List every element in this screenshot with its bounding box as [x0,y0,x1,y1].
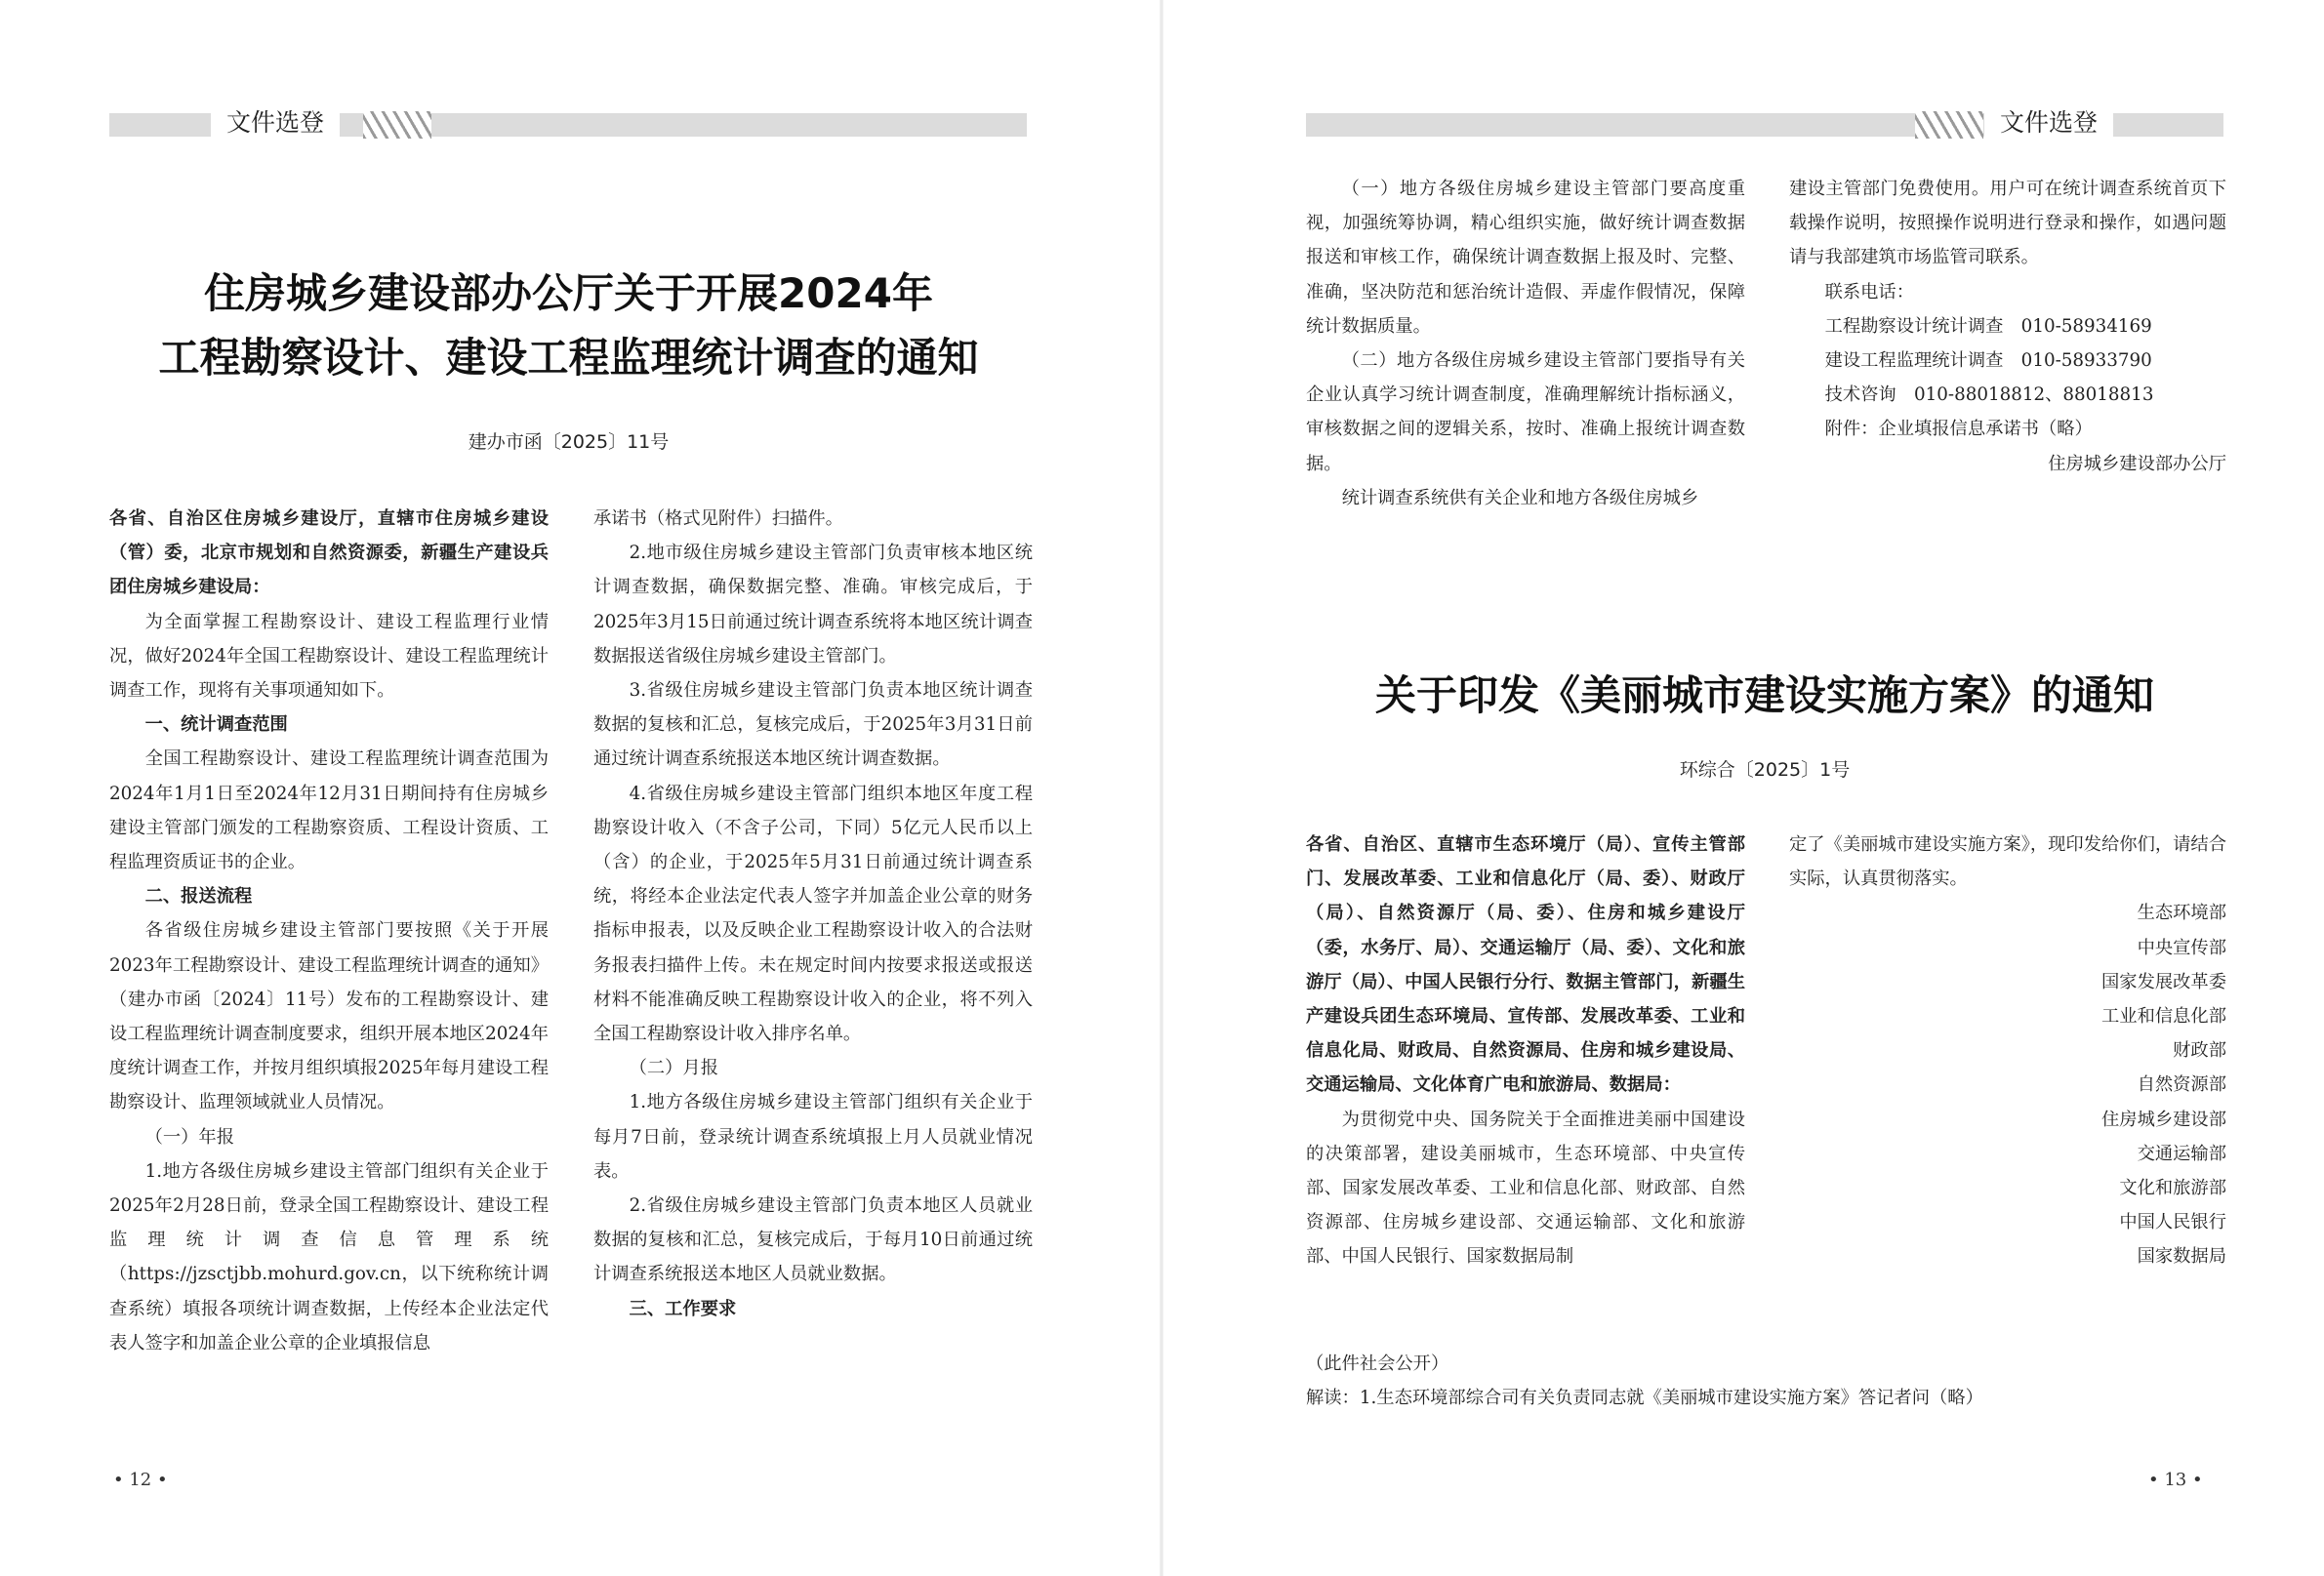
document-number: 建办市函〔2025〕11号 [468,431,670,453]
signatory: 交通运输部 [2137,1143,2226,1164]
public-note-text: （此件社会公开） [1306,1354,1449,1374]
paragraph: 2.地市级住房城乡建设主管部门负责审核本地区统计调查数据，确保数据完整、准确。审核完成后，于2025年3月15日前通过统计调查系统将本地区统计调查数据报送省级住房城乡建设主管部门。 [593,543,1033,667]
paragraph: 定了《美丽城市建设实施方案》，现印发给你们，请结合实际，认真贯彻落实。 [1789,834,2226,890]
attachment-note: 附件：企业填报信息承诺书（略） [1824,419,2093,440]
paragraph: （二）地方各级住房城乡建设主管部门要指导有关企业认真学习统计调查制度，准确理解统计指标涵义，审核数据之间的逻辑关系，按时、准确上报统计调查数据。 [1306,350,1745,474]
paragraph: 2.省级住房城乡建设主管部门负责本地区人员就业数据的复核和汇总，复核完成后，于每月10日前通过统计调查系统报送本地区人员就业数据。 [593,1195,1033,1285]
signatory: 中国人民银行 [2119,1212,2226,1233]
page-number: • 12 • [113,1470,168,1490]
signatory: 住房城乡建设部 [2101,1109,2226,1130]
signatory: 工业和信息化部 [2101,1006,2226,1028]
addressee: 各省、自治区、直辖市生态环境厅（局）、宣传主管部门、发展改革委、工业和信息化厅（局、委）、财政厅（局）、自然资源厅（局、委）、住房和城乡建设厅（委，水务厅、局）、交通运输厅（局、委）、文化和旅游厅（局）、中国人民银行分行、数据主管部门，新疆生产建设兵团生态环境局、宣传部、发展改革委、工业和信息化局、财政局、自然资源局、住房和城乡建设局、交通运输局、文化体育广电和旅游局、数据局： [1306,834,1745,1096]
contact-label: 联系电话： [1824,281,1914,303]
addressee: 各省、自治区住房城乡建设厅，直辖市住房城乡建设（管）委，北京市规划和自然资源委，新疆生产建设兵团住房城乡建设局： [109,508,549,598]
paragraph: 建设主管部门免费使用。用户可在统计调查系统首页下载操作说明，按照操作说明进行登录和操作，如遇问题请与我部建筑市场监管司联系。 [1789,179,2226,268]
subheading: （一）年报 [144,1126,234,1148]
paragraph: 全国工程勘察设计、建设工程监理统计调查范围为2024年1月1日至2024年12月31日期间持有住房城乡建设主管部门颁发的工程勘察资质、工程设计资质、工程监理资质证书的企业。 [109,748,549,873]
document-title [107,262,1030,390]
contact-line: 工程勘察设计统计调查 010-58934169 [1824,315,2152,337]
paragraph: 1.地方各级住房城乡建设主管部门组织有关企业于2025年2月28日前，登录全国工程勘察设计、建设工程监理统计调查信息管理系统（https://jzsctjbb.mohurd.gov.cn，以下统称统计调查系统）填报各项统计调查数据，上传经本企业法定代表人签字和加盖企业公章的企业填报信息 [109,1160,549,1354]
signatory: 生态环境部 [2137,903,2226,924]
left-column-2 [593,502,1033,1326]
interpretation-note: 解读：1.生态环境部综合司有关负责同志就《美丽城市建设实施方案》答记者问（略） [1306,1388,1983,1409]
document-title-2: 关于印发《美丽城市建设实施方案》的通知 [1374,671,2154,719]
paragraph: 承诺书（格式见附件）扫描件。 [593,508,843,529]
right-column-1 [1306,172,1745,515]
signatory: 国家发展改革委 [2101,971,2226,992]
section-label: 文件选登 [1984,103,2113,142]
section-label: 文件选登 [211,103,340,142]
issuer-signature: 住房城乡建设部办公厅 [2048,453,2226,474]
left-column-1 [109,502,549,1360]
section-heading: 三、工作要求 [629,1298,737,1319]
paragraph: 为全面掌握工程勘察设计、建设工程监理行业情况，做好2024年全国工程勘察设计、建设工程监理统计调查工作，现将有关事项通知如下。 [109,611,549,702]
page-number: • 13 • [2148,1470,2203,1490]
public-note [1306,1347,2223,1415]
paragraph: 统计调查系统供有关企业和地方各级住房城乡 [1341,487,1699,508]
paragraph: 各省级住房城乡建设主管部门要按照《关于开展2023年工程勘察设计、建设工程监理统计调查的通知》（建办市函〔2024〕11号）发布的工程勘察设计、建设工程监理统计调查制度要求，组织开展本地区2024年度统计调查工作，并按月组织填报2025年每月建设工程勘察设计、监理领域就业人员情况。 [109,920,549,1113]
right-column-2 [1789,172,2226,481]
signatory: 文化和旅游部 [2119,1178,2226,1199]
right-column-3 [1306,828,1745,1274]
header-hatch [1915,111,1983,139]
right-page [1162,0,2324,1576]
title-line-2: 工程勘察设计、建设工程监理统计调查的通知 [158,334,979,382]
paragraph: 4.省级住房城乡建设主管部门组织本地区年度工程勘察设计收入（不含子公司，下同）5亿元人民币以上（含）的企业，于2025年5月31日前通过统计调查系统，将经本企业法定代表人签字并加盖企业公章的财务指标申报表，以及反映企业工程勘察设计收入的合法财务报表扫描件上传。未在规定时间内按要求报送或报送材料不能准确反映工程勘察设计收入的企业，将不列入全国工程勘察设计收入排序名单。 [593,783,1033,1045]
right-column-4 [1789,828,2226,1274]
signatory: 国家数据局 [2137,1246,2226,1268]
contact-line: 建设工程监理统计调查 010-58933790 [1824,350,2152,372]
document-number-2: 环综合〔2025〕1号 [1679,759,1851,781]
paragraph: （一）地方各级住房城乡建设主管部门要高度重视，加强统筹协调，精心组织实施，做好统计调查数据报送和审核工作，确保统计调查数据上报及时、完整、准确，坚决防范和惩治统计造假、弄虚作假情况，保障统计数据质量。 [1306,179,1745,337]
title-line-1: 住房城乡建设部办公厅关于开展2024年 [204,269,933,317]
section-heading: 一、统计调查范围 [144,714,288,736]
section-heading: 二、报送流程 [144,886,253,908]
signatory: 财政部 [2173,1040,2226,1062]
paragraph: 3.省级住房城乡建设主管部门负责本地区统计调查数据的复核和汇总，复核完成后，于2025年3月31日前通过统计调查系统报送本地区统计调查数据。 [593,680,1033,770]
header-hatch [363,111,431,139]
signatory: 中央宣传部 [2137,937,2226,958]
paragraph: 1.地方各级住房城乡建设主管部门组织有关企业于每月7日前，登录统计调查系统填报上月人员就业情况表。 [593,1092,1033,1182]
subheading: （二）月报 [629,1058,718,1079]
paragraph: 为贯彻党中央、国务院关于全面推进美丽中国建设的决策部署，建设美丽城市，生态环境部、中央宣传部、国家发展改革委、工业和信息化部、财政部、自然资源部、住房城乡建设部、交通运输部、文化和旅游部、中国人民银行、国家数据局制 [1306,1109,1745,1268]
contact-line: 技术咨询 010-88018812、88018813 [1824,384,2154,406]
signatory: 自然资源部 [2137,1074,2226,1096]
